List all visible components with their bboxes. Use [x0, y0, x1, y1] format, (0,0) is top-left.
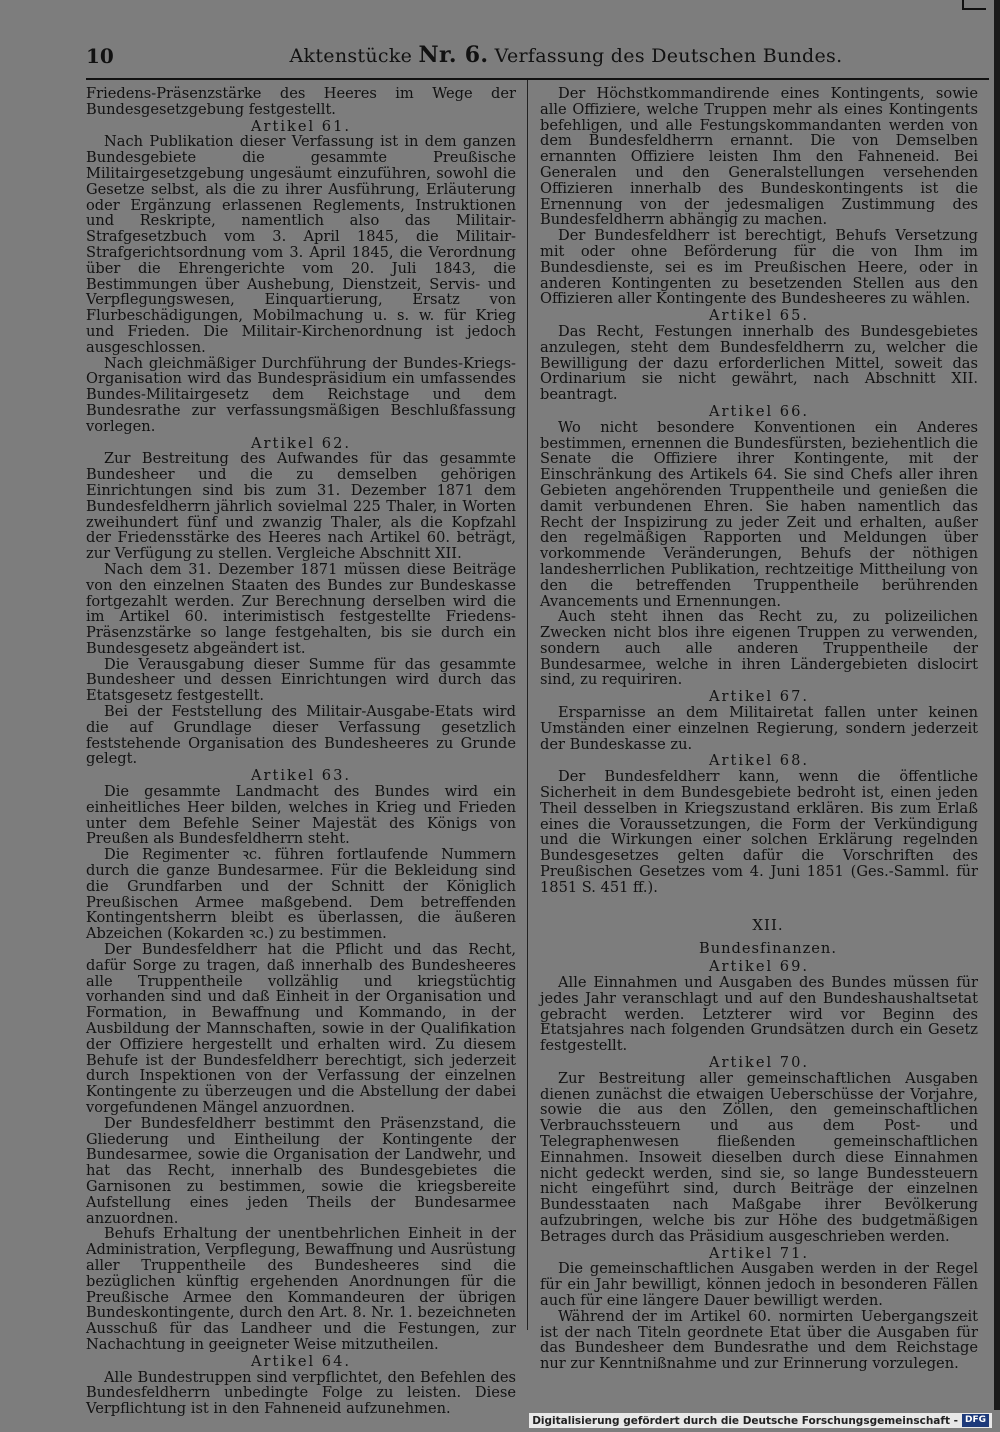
- right-column: [540, 86, 978, 1372]
- article-heading: Artikel 63.: [250, 767, 352, 785]
- article-heading: Artikel 61.: [250, 117, 352, 135]
- paragraph: Ersparnisse an dem Militairetat fallen unter keinen Umständen einer einzelnen Regierung, sondern jederzeit der Bundeskasse zu.: [540, 704, 978, 753]
- paragraph: Die gemeinschaftlichen Ausgaben werden in der Regel für ein Jahr bewilligt, können jedoch in besonderen Fällen auch für eine längere Dauer bewilligt werden.: [540, 1260, 978, 1309]
- paragraph: Behufs Erhaltung der unentbehrlichen Einheit in der Administration, Verpflegung, Bewaffnung und Ausrüstung aller Truppentheile des Bundesheeres sind die bezüglichen künftig ergehenden Anordnungen für die Preußische Armee den Kommandeuren der übrigen Bundeskontingente, durch den Art. 8. Nr. 1. bezeichneten Ausschuß für das Landheer und die Festungen, zur Nachachtung in geeigneter Weise mitzutheilen.: [86, 1225, 516, 1353]
- paragraph: Wo nicht besondere Konventionen ein Anderes bestimmen, ernennen die Bundesfürsten, beziehentlich die Senate die Offiziere ihrer Kontingente, mit der Einschränkung des Artikels 64. Sie sind Chefs aller ihren Gebieten angehörenden Truppentheile und genießen die damit verbundenen Ehren. Sie haben namentlich das Recht der Inspizirung zu jeder Zeit und erhalten, außer den regelmäßigen Rapporten und Meldungen über vorkommende Veränderungen, Behufs der nöthigen landesherrlichen Publikation, rechtzeitige Mittheilung von den die betreffenden Truppentheile berührenden Avancements und Ernennungen.: [540, 418, 978, 610]
- credit-text: Digitalisierung gefördert durch die Deutsche Forschungsgemeinschaft -: [532, 1414, 958, 1427]
- paragraph: Der Höchstkommandirende eines Kontingents, sowie alle Offiziere, welche Truppen mehr als eines Kontingents befehligen, und alle Festungskommandanten werden von dem Bundesfeldherrn ernannt. Die von Demselben ernannten Offiziere leisten Ihm den Fahneneid. Bei Generalen und den Generalstellungen versehenden Offizieren innerhalb des Bundeskontingents ist die Ernennung von der jedesmaligen Zustimmung des Bundesfeldherrn abhängig zu machen.: [540, 85, 978, 229]
- digitization-credit: [529, 1413, 992, 1428]
- article-heading: Artikel 66.: [708, 402, 810, 420]
- article-heading: Artikel 67.: [708, 688, 810, 706]
- paragraph: Das Recht, Festungen innerhalb des Bundesgebietes anzulegen, steht dem Bundesfeldherrn zu, welcher die Bewilligung der dazu erforderlichen Mittel, soweit das Ordinarium sie nicht gewährt, nach Abschnitt XII. beantragt.: [540, 322, 978, 404]
- running-header: [86, 40, 986, 70]
- section-title: Bundesfinanzen.: [699, 940, 837, 958]
- section-number: XII.: [752, 915, 784, 934]
- article-heading: Artikel 65.: [708, 307, 810, 325]
- article-heading: Artikel 64.: [250, 1352, 352, 1370]
- paragraph: Nach gleichmäßiger Durchführung der Bundes-Kriegs-Organisation wird das Bundespräsidium ein umfassendes Bundes-Militairgesetz dem Reichstage und dem Bundesrathe zur verfassungsmäßigen Beschlußfassung vorlegen.: [86, 354, 516, 435]
- header-number: Nr. 6.: [418, 42, 489, 68]
- paragraph: Der Bundesfeldherr bestimmt den Präsenzstand, die Gliederung und Eintheilung der Kontingente der Bundesarmee, sowie die Organisation der Landwehr, und hat das Recht, innerhalb des Bundesgebietes die Garnisonen zu bestimmen, sowie die kriegsbereite Aufstellung eines jeden Theils der Bundesarmee anzuordnen.: [86, 1114, 516, 1227]
- paragraph: Zur Bestreitung aller gemeinschaftlichen Ausgaben dienen zunächst die etwaigen Ueberschüsse der Vorjahre, sowie die aus den Zöllen, den gemeinschaftlichen Verbrauchssteuern und aus dem Post- und Telegraphenwesen fließenden gemeinschaftlichen Einnahmen. Insoweit dieselben durch diese Einnahmen nicht gedeckt werden, sind sie, so lange Bundessteuern nicht eingeführt sind, durch Beiträge der einzelnen Bundesstaaten nach Maßgabe ihrer Bevölkerung aufzubringen, welche bis zur Höhe des budgetmäßigen Betrages durch das Präsidium ausgeschrieben werden.: [540, 1069, 978, 1245]
- paragraph: Während der im Artikel 60. normirten Uebergangszeit ist der nach Titeln geordnete Etat über die Ausgaben für das Bundesheer dem Bundesrathe und dem Reichstage nur zur Kenntnißnahme und zur Erinnerung vorzulegen.: [540, 1307, 978, 1373]
- paragraph: Friedens-Präsenzstärke des Heeres im Wege der Bundesgesetzgebung festgestellt.: [86, 85, 516, 118]
- paragraph: Der Bundesfeldherr hat die Pflicht und das Recht, dafür Sorge zu tragen, daß innerhalb des Bundesheeres alle Truppentheile vollzählig und kriegstüchtig vorhanden sind und daß Einheit in der Organisation und Formation, in Bewaffnung und Kommando, in der Ausbildung der Mannschaften, sowie in der Qualifikation der Offiziere hergestellt und erhalten wird. Zu diesem Behufe ist der Bundesfeldherr berechtigt, sich jederzeit durch Inspektionen von der Verfassung der einzelnen Kontingente zu überzeugen und die Abstellung der dabei vorgefundenen Mängel anzuordnen.: [86, 941, 516, 1116]
- paragraph: Nach Publikation dieser Verfassung ist in dem ganzen Bundesgebiete die gesammte Preußische Militairgesetzgebung ungesäumt einzuführen, sowohl die Gesetze selbst, als die zu ihrer Ausführung, Erläuterung oder Ergänzung erlassenen Reglements, Instruktionen und Reskripte, namentlich also das Militair-Strafgesetzbuch vom 3. April 1845, die Militair-Strafgerichtsordnung vom 3. April 1845, die Verordnung über die Ehrengerichte vom 20. Juli 1843, die Bestimmungen über Aushebung, Dienstzeit, Servis- und Verpflegungswesen, Einquartierung, Ersatz von Flurbeschädigungen, Mobilmachung u. s. w. für Krieg und Frieden. Die Militair-Kirchenordnung ist jedoch ausgeschlossen.: [86, 133, 516, 356]
- header-rule: [86, 78, 989, 80]
- paragraph: Alle Bundestruppen sind verpflichtet, den Befehlen des Bundesfeldherrn unbedingte Folge zu leisten. Diese Verpflichtung ist in den Fahneneid aufzunehmen.: [86, 1368, 516, 1418]
- article-heading: Artikel 62.: [250, 434, 352, 452]
- left-column: [86, 86, 516, 1417]
- page-number: 10: [86, 44, 114, 68]
- page-edge: [994, 0, 1000, 1410]
- paragraph: Die gesammte Landmacht des Bundes wird ein einheitliches Heer bilden, welches in Krieg und Frieden unter dem Befehle Seiner Majestät des Königs von Preußen als Bundesfeldherrn steht.: [86, 783, 516, 848]
- article-heading: Artikel 70.: [708, 1054, 810, 1072]
- paragraph: Nach dem 31. Dezember 1871 müssen diese Beiträge von den einzelnen Staaten des Bundes zur Bundeskasse fortgezahlt werden. Zur Berechnung derselben wird die im Artikel 60. interimistisch festgestellte Friedens-Präsenzstärke so lange festgehalten, bis sie durch ein Bundesgesetz abgeändert ist.: [86, 560, 516, 657]
- running-title: [286, 42, 846, 68]
- article-heading: Artikel 68.: [708, 752, 810, 770]
- paragraph: Alle Einnahmen und Ausgaben des Bundes müssen für jedes Jahr veranschlagt und auf den Bundeshaushaltsetat gebracht werden. Letzterer wird vor Beginn des Etatsjahres nach folgenden Grundsätzen durch ein Gesetz festgestellt.: [540, 974, 978, 1055]
- paragraph: Zur Bestreitung des Aufwandes für das gesammte Bundesheer und die zu demselben gehörigen Einrichtungen sind bis zum 31. Dezember 1871 dem Bundesfeldherrn jährlich sovielmal 225 Thaler, in Worten zweihundert fünf und zwanzig Thaler, als die Kopfzahl der Friedensstärke des Heeres nach Artikel 60. beträgt, zur Verfügung zu stellen. Vergleiche Abschnitt XII.: [86, 450, 516, 563]
- paragraph: Die Regimenter ꝛc. führen fortlaufende Nummern durch die ganze Bundesarmee. Für die Bekleidung sind die Grundfarben und der Schnitt der Königlich Preußischen Armee maßgebend. Dem betreffenden Kontingentsherrn bleibt es überlassen, die äußeren Abzeichen (Kokarden ꝛc.) zu bestimmen.: [86, 846, 516, 943]
- article-heading: Artikel 71.: [708, 1244, 810, 1262]
- paragraph: Der Bundesfeldherr ist berechtigt, Behufs Versetzung mit oder ohne Beförderung für die von Ihm im Bundesdienste, sei es im Preußischen Heere, oder in anderen Kontingenten zu besetzenden Stellen aus den Offizieren aller Kontingente des Bundesheeres zu wählen.: [540, 227, 978, 308]
- corner-mark: [962, 0, 986, 10]
- paragraph: Der Bundesfeldherr kann, wenn die öffentliche Sicherheit in dem Bundesgebiete bedroht ist, einen jeden Theil desselben in Kriegszustand erklären. Bis zum Erlaß eines die Voraussetzungen, die Form der Verkündigung und die Wirkungen einer solchen Erklärung regelnden Bundesgesetzes gelten dafür die Vorschriften des Preußischen Gesetzes vom 4. Juni 1851 (Ges.-Samml. für 1851 S. 451 ff.).: [540, 768, 978, 896]
- paragraph: Bei der Feststellung des Militair-Ausgabe-Etats wird die auf Grundlage dieser Verfassung gesetzlich feststehende Organisation des Bundesheeres zu Grunde gelegt.: [86, 703, 516, 768]
- paragraph: Die Verausgabung dieser Summe für das gesammte Bundesheer und dessen Einrichtungen wird durch das Etatsgesetz festgestellt.: [86, 655, 516, 705]
- column-divider: [527, 80, 528, 1330]
- header-title: Verfassung des Deutschen Bundes.: [494, 45, 843, 67]
- dfg-logo: DFG: [962, 1414, 989, 1427]
- article-heading: Artikel 69.: [708, 958, 810, 976]
- header-prefix: Aktenstücke: [289, 45, 413, 67]
- paragraph: Auch steht ihnen das Recht zu, zu polizeilichen Zwecken nicht blos ihre eigenen Truppen zu verwenden, sondern auch alle anderen Truppentheile der Bundesarmee, welche in ihren Ländergebieten dislocirt sind, zu requiriren.: [540, 608, 978, 689]
